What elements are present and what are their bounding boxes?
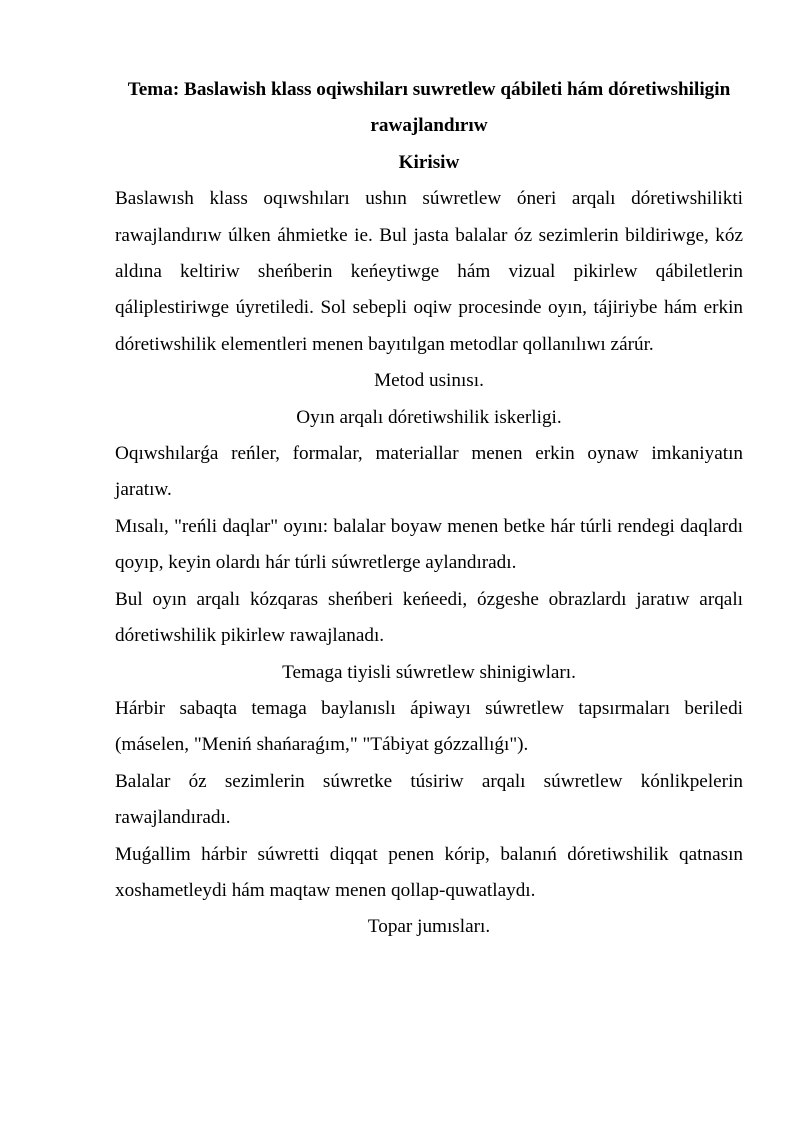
group-heading: Topar jumısları. [367,916,491,938]
document-title: Tema: Baslawish klass oqiwshiları suwretlew qábileti hám dóretiwshiligin rawajlandırıw [127,79,731,137]
document-page [115,72,743,946]
intro-heading: Kirisiw [398,151,460,173]
intro-paragraph: Baslawısh klass oqıwshıları ushın súwretlew óneri arqalı dóretiwshilikti rawajlandırıw úlken áhmietke ie. Bul jasta balalar óz sezimlerin bildiriwge, kóz aldına keltiriw sheńberin keńeytiwge hám vizual pikirlew qábiletlerin qáliplestiriwge úyretiledi. Sol sebepli oqiw procesinde oyın, tájiriybe hám erkin dóretiwshilik elementleri menen bayıtılgan metodlar qollanılıwı zárúr. [115,188,743,355]
game-heading: Oyın arqalı dóretiwshilik iskerligi. [296,406,562,428]
drawing-paragraph-3: Muǵallim hárbir súwretti diqqat penen kórip, balanıń dóretiwshilik qatnasın xoshametleydi hám maqtaw menen qollap-quwatlaydı. [115,843,743,901]
game-paragraph-3: Bul oyın arqalı kózqaras sheńberi keńeedi, ózgeshe obrazlardı jaratıw arqalı dóretiwshilik pikirlew rawajlanadı. [115,588,743,647]
game-paragraph-1: Oqıwshılarǵa reńler, formalar, materiallar menen erkin oynaw imkaniyatın jaratıw. [115,443,743,501]
drawing-heading: Temaga tiyisli súwretlew shinigiwları. [282,661,576,683]
game-paragraph-2: Mısalı, "reńli daqlar" oyını: balalar boyaw menen betke hár túrli rendegi daqlardı qoyıp, keyin olardı hár túrli súwretlerge aylandıradı. [115,515,743,574]
method-heading: Metod usinısı. [374,370,484,392]
drawing-paragraph-1: Hárbir sabaqta temaga baylanıslı ápiwayı súwretlew tapsırmaları beriledi (máselen, "Meniń shańaraǵım," "Tábiyat gózzallıǵı"). [115,697,743,756]
drawing-paragraph-2: Balalar óz sezimlerin súwretke túsiriw arqalı súwretlew kónlikpelerin rawajlandıradı. [115,770,743,829]
